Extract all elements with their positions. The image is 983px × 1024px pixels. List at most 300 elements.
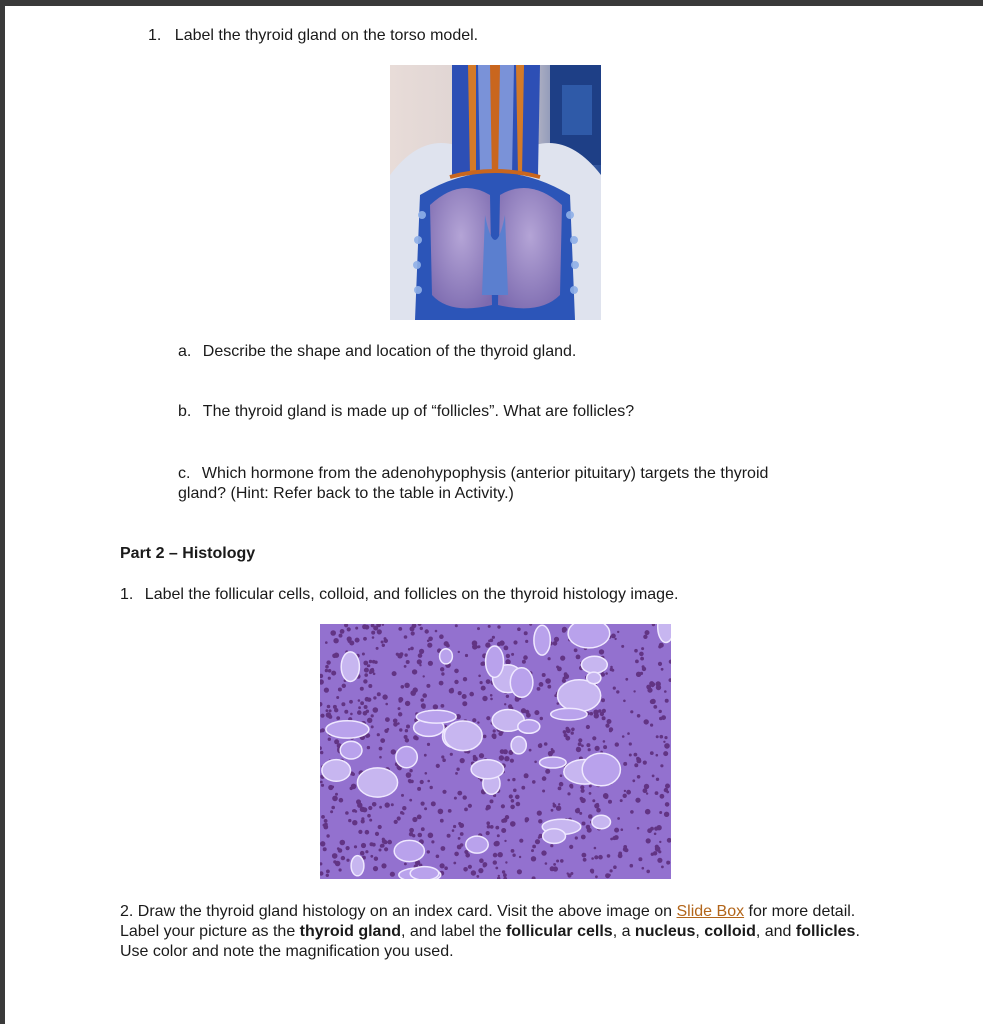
nucleus-dot [477,627,480,630]
nucleus-dot [486,805,491,810]
nucleus-dot [513,789,517,793]
nucleus-dot [417,815,422,820]
question-1a [178,342,576,362]
follicle-colloid [540,757,567,768]
follicle-colloid [396,747,417,768]
nucleus-dot [538,819,542,823]
question-text: Label the thyroid gland on the torso model. [174,27,479,44]
nucleus-dot [365,830,370,835]
nucleus-dot [422,693,427,698]
nucleus-dot [440,863,445,868]
text-segment: . Use color and note the magnification you used. [120,923,860,960]
nucleus-dot [440,667,444,671]
nucleus-dot [544,742,548,746]
nucleus-dot [654,833,657,836]
nucleus-dot [371,725,374,728]
nucleus-dot [581,835,586,840]
nucleus-dot [579,812,582,815]
nucleus-dot [409,769,412,772]
nucleus-dot [462,701,467,706]
nucleus-dot [604,795,609,800]
nucleus-dot [587,828,592,833]
nucleus-dot [637,714,641,718]
part-2-heading: Part 2 – Histology [120,545,256,562]
nucleus-dot [630,710,633,713]
nucleus-dot [369,660,372,663]
bold-thyroid-gland: thyroid gland [299,923,401,940]
nucleus-dot [624,790,626,792]
follicle-colloid [510,668,533,698]
nucleus-dot [583,858,587,862]
nucleus-dot [413,735,418,740]
nucleus-dot [372,802,377,807]
nucleus-dot [505,861,507,863]
nucleus-dot [504,703,506,705]
nucleus-dot [519,856,521,858]
nucleus-dot [329,709,332,712]
nucleus-dot [661,668,664,671]
nucleus-dot [521,708,526,713]
nucleus-dot [323,847,327,851]
nucleus-dot [665,802,670,807]
nucleus-dot [494,841,500,847]
nucleus-dot [590,712,594,716]
follicle-colloid [587,672,601,684]
nucleus-dot [635,798,640,803]
nucleus-dot [454,852,459,857]
nucleus-dot [487,825,491,829]
nucleus-dot [647,828,652,833]
nucleus-dot [639,652,644,657]
nucleus-dot [339,798,344,803]
nucleus-dot [653,705,657,709]
nucleus-dot [653,851,657,855]
nucleus-dot [363,679,367,683]
nucleus-dot [355,638,360,643]
nucleus-dot [558,803,560,805]
nucleus-dot [627,732,630,735]
nucleus-dot [513,640,517,644]
nucleus-dot [369,671,372,674]
nucleus-dot [563,677,566,680]
nucleus-dot [431,840,434,843]
nucleus-dot [650,751,654,755]
nucleus-dot [642,667,646,671]
nucleus-dot [409,828,414,833]
nucleus-dot [654,827,658,831]
follicle-colloid [394,840,424,861]
nucleus-dot [363,637,367,641]
nucleus-dot [618,852,622,856]
nucleus-dot [591,857,594,860]
text-segment: Draw the thyroid gland histology on an index card. Visit the above image on [137,903,677,920]
nucleus-dot [442,758,446,762]
nucleus-dot [377,629,382,634]
nucleus-dot [479,858,484,863]
nucleus-dot [655,791,659,795]
nucleus-dot [608,800,612,804]
nucleus-dot [505,659,510,664]
nucleus-dot [548,751,553,756]
nucleus-dot [362,653,365,656]
nucleus-dot [504,840,506,842]
nucleus-dot [553,641,558,646]
nucleus-dot [391,803,394,806]
nucleus-dot [538,743,543,748]
bold-nucleus: nucleus [634,923,696,940]
nucleus-dot [379,756,382,759]
nucleus-dot [550,844,553,847]
nucleus-dot [465,853,470,858]
nucleus-dot [605,672,608,675]
nucleus-dot [539,682,544,687]
nucleus-dot [656,778,659,781]
nucleus-dot [320,714,324,718]
nucleus-dot [512,778,515,781]
nucleus-dot [419,664,421,666]
nucleus-dot [542,673,546,677]
nucleus-dot [444,866,448,870]
nucleus-dot [603,740,606,743]
nucleus-dot [664,788,668,792]
nucleus-dot [637,827,640,830]
follicle-colloid [534,625,550,655]
nucleus-dot [608,874,611,877]
nucleus-dot [405,738,409,742]
nucleus-dot [384,847,388,851]
nucleus-dot [406,725,410,729]
nucleus-dot [333,638,338,643]
nucleus-dot [404,683,409,688]
nucleus-dot [385,717,390,722]
nucleus-dot [350,787,353,790]
nucleus-dot [452,829,455,832]
nucleus-dot [620,799,623,802]
nucleus-dot [460,843,464,847]
nucleus-dot [534,761,537,764]
question-1b [178,402,634,422]
text-segment: , and label the [401,923,506,940]
nucleus-dot [586,725,590,729]
nucleus-dot [614,835,619,840]
nucleus-dot [460,758,465,763]
nucleus-dot [574,648,578,652]
nucleus-dot [349,641,354,646]
nucleus-dot [374,857,378,861]
slide-box-link[interactable]: Slide Box [676,903,745,920]
nucleus-dot [625,678,628,681]
follicle-colloid [340,741,362,759]
nucleus-dot [617,817,620,820]
nucleus-dot [623,762,627,766]
nucleus-dot [511,799,515,803]
nucleus-dot [447,834,451,838]
nucleus-dot [538,836,541,839]
nucleus-dot [651,684,654,687]
nucleus-dot [554,637,559,642]
nucleus-dot [326,709,329,712]
histology-illustration [320,624,671,879]
nucleus-dot [659,710,662,713]
nucleus-dot [652,775,655,778]
nucleus-dot [344,710,348,714]
nucleus-dot [325,669,328,672]
nucleus-dot [557,667,562,672]
nucleus-dot [354,810,357,813]
nucleus-dot [525,640,528,643]
nucleus-dot [483,735,487,739]
nucleus-dot [556,806,561,811]
nucleus-dot [384,639,388,643]
nucleus-dot [488,625,491,628]
nucleus-dot [365,850,368,853]
nucleus-dot [495,867,498,870]
nucleus-dot [570,872,573,875]
nucleus-dot [398,707,401,710]
nucleus-dot [545,678,551,684]
nucleus-dot [582,853,587,858]
nucleus-dot [346,859,349,862]
nucleus-dot [510,821,516,827]
nucleus-dot [478,675,481,678]
nucleus-dot [503,873,507,877]
question-letter: c. [178,465,191,482]
nucleus-dot [439,681,444,686]
nucleus-dot [664,743,670,749]
nucleus-dot [501,804,505,808]
nucleus-dot [368,806,372,810]
nucleus-dot [478,868,483,873]
nucleus-dot [328,669,332,673]
nucleus-dot [412,669,417,674]
nucleus-dot [636,758,641,763]
nucleus-dot [497,834,500,837]
nucleus-dot [479,753,484,758]
nucleus-dot [578,742,582,746]
nucleus-dot [586,743,590,747]
bold-follicular-cells: follicular cells [505,923,613,940]
window-top-border [0,0,983,6]
nucleus-dot [357,803,362,808]
nucleus-dot [647,688,652,693]
follicle-colloid [341,652,359,682]
nucleus-dot [338,688,342,692]
nucleus-dot [400,652,404,656]
nucleus-dot [506,654,510,658]
question-1 [148,26,478,46]
nucleus-dot [614,828,619,833]
nucleus-dot [377,692,381,696]
nucleus-dot [358,830,362,834]
follicle-colloid [351,856,364,876]
nucleus-dot [390,872,395,877]
nucleus-dot [521,786,525,790]
nucleus-dot [379,806,382,809]
nucleus-dot [323,824,326,827]
nucleus-dot [535,839,540,844]
nucleus-dot [371,631,375,635]
nucleus-dot [358,706,361,709]
nucleus-dot [458,651,460,653]
nucleus-dot [462,694,467,699]
nucleus-dot [615,742,619,746]
nucleus-dot [420,627,423,630]
nucleus-dot [490,694,493,697]
nucleus-dot [340,840,346,846]
nucleus-dot [382,694,387,699]
nucleus-dot [519,839,523,843]
nucleus-dot [481,686,486,691]
bold-colloid: colloid [704,923,756,940]
nucleus-dot [607,719,612,724]
nucleus-dot [328,785,333,790]
nucleus-dot [630,810,634,814]
nucleus-dot [493,853,498,858]
nucleus-dot [398,627,402,631]
nucleus-dot [339,868,342,871]
nucleus-dot [557,702,560,705]
nucleus-dot [468,804,472,808]
nucleus-dot [497,625,500,628]
nucleus-dot [441,755,444,758]
nucleus-dot [387,840,392,845]
question-letter: a. [178,343,192,360]
nucleus-dot [650,724,653,727]
nucleus-dot [373,866,378,871]
nucleus-dot [367,814,371,818]
nucleus-dot [511,653,514,656]
nucleus-dot [609,729,612,732]
nucleus-dot [398,712,402,716]
nucleus-dot [321,784,324,787]
question-letter: b. [178,403,192,420]
nucleus-dot [511,849,515,853]
nucleus-dot [424,754,427,757]
nucleus-dot [441,672,444,675]
nucleus-dot [563,730,567,734]
nucleus-dot [354,845,357,848]
nucleus-dot [458,691,462,695]
follicle-colloid [416,710,456,723]
nucleus-dot [385,703,388,706]
follicle-colloid [582,753,620,786]
question-text: Label the follicular cells, colloid, and follicles on the thyroid histology image. [144,586,679,603]
nucleus-dot [532,845,536,849]
nucleus-dot [523,655,528,660]
nucleus-dot [560,656,565,661]
follicle-colloid [471,760,504,779]
nucleus-dot [476,875,479,878]
nucleus-dot [327,705,331,709]
nucleus-dot [341,856,345,860]
nucleus-dot [601,698,605,702]
nucleus-dot [529,749,532,752]
nucleus-dot [420,780,424,784]
nucleus-dot [345,811,349,815]
nucleus-dot [454,797,457,800]
nucleus-dot [458,837,461,840]
nucleus-dot [449,688,454,693]
text-segment: , and [755,923,796,940]
nucleus-dot [363,711,368,716]
nucleus-dot [507,779,510,782]
nucleus-dot [382,644,385,647]
nucleus-dot [650,699,655,704]
nucleus-dot [504,756,509,761]
nucleus-dot [659,841,661,843]
nucleus-dot [402,806,406,810]
nucleus-dot [559,782,564,787]
nucleus-dot [409,799,412,802]
nucleus-dot [613,865,617,869]
nucleus-dot [617,631,619,633]
nucleus-dot [534,710,539,715]
nucleus-dot [495,826,499,830]
nucleus-dot [486,716,490,720]
nucleus-dot [526,713,531,718]
nucleus-dot [385,802,390,807]
follicle-colloid [568,624,610,648]
nucleus-dot [417,659,422,664]
nucleus-dot [665,784,670,789]
nucleus-dot [428,833,434,839]
nucleus-dot [469,692,474,697]
nucleus-dot [373,673,376,676]
nucleus-dot [501,828,506,833]
nucleus-dot [504,646,509,651]
nucleus-dot [602,716,606,720]
nucleus-dot [472,640,478,646]
nucleus-dot [512,854,515,857]
text-segment: for more detail. Label your picture as the [120,903,856,940]
nucleus-dot [426,684,430,688]
nucleus-dot [591,870,594,873]
nucleus-dot [506,695,509,698]
nucleus-dot [646,838,651,843]
nucleus-dot [645,809,651,815]
nucleus-dot [502,870,505,873]
follicle-colloid [558,680,601,712]
nucleus-dot [364,668,369,673]
nucleus-dot [436,764,440,768]
nucleus-dot [406,772,412,778]
nucleus-dot [321,815,325,819]
nucleus-dot [522,660,526,664]
nucleus-dot [607,854,611,858]
nucleus-dot [442,790,446,794]
nucleus-dot [637,775,641,779]
nucleus-dot [486,831,490,835]
nucleus-dot [567,792,570,795]
nucleus-dot [320,841,325,846]
nucleus-dot [375,832,379,836]
nucleus-dot [391,749,396,754]
nucleus-dot [339,634,343,638]
nucleus-dot [371,714,374,717]
follicle-colloid [486,646,504,677]
thyroid-histology-image [320,624,671,879]
nucleus-dot [376,647,379,650]
follicle-colloid [440,649,453,664]
nucleus-dot [488,640,491,643]
nucleus-dot [332,853,338,859]
nucleus-dot [541,850,546,855]
nucleus-dot [392,671,397,676]
nucleus-dot [599,649,604,654]
nucleus-dot [656,735,659,738]
nucleus-dot [492,735,496,739]
nucleus-dot [592,736,596,740]
